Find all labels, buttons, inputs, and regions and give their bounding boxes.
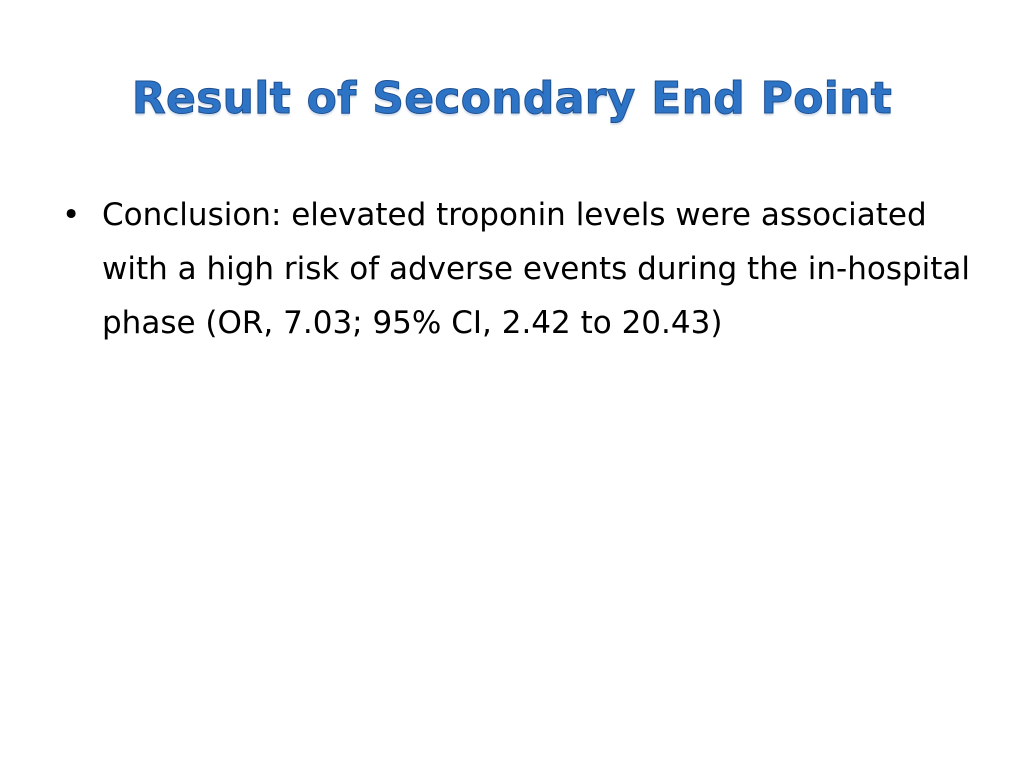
bullet-marker-icon: • xyxy=(62,197,81,233)
bullet-item xyxy=(62,188,982,350)
bullet-text: Conclusion: elevated troponin levels were associated with a high risk of adverse events during the in-hospital phase (OR, 7.03; 95% CI, 2.42 to 20.43) xyxy=(102,197,971,341)
slide-body xyxy=(62,188,982,350)
slide-title: Result of Secondary End Point xyxy=(131,73,893,124)
bullet-list xyxy=(62,188,982,350)
